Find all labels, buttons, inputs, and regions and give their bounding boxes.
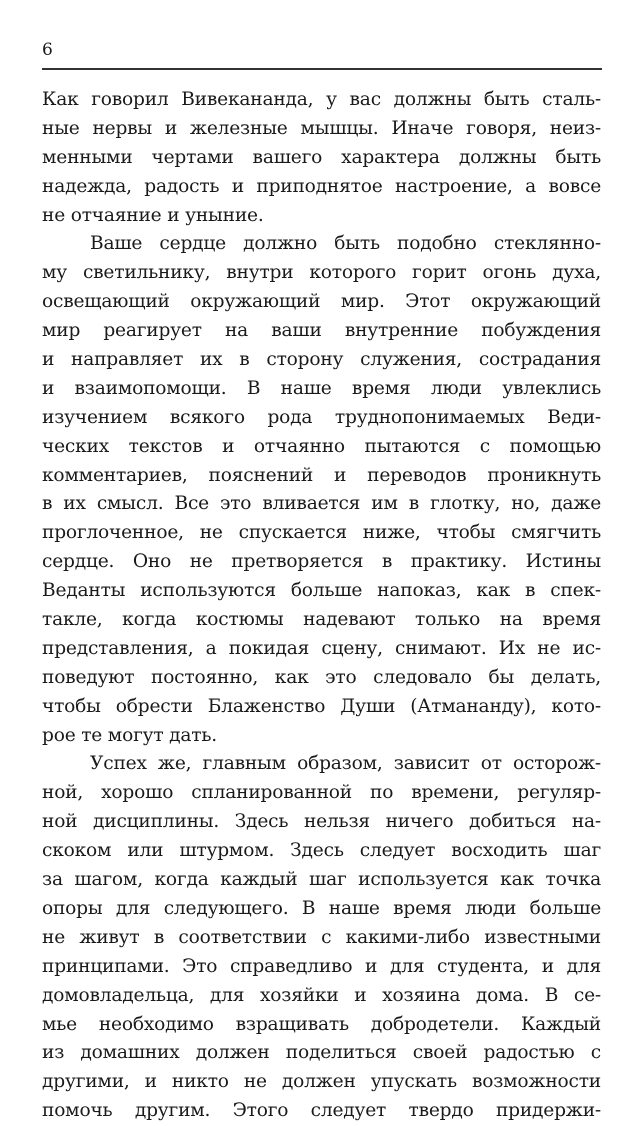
text-line: такле, когда костюмы надевают только на время [42,609,601,631]
text-line: Веданты используются больше напоказ, как в спек- [42,580,601,602]
text-line: опоры для следующего. В наше время люди больше [42,897,601,919]
text-line: представления, а покидая сцену, снимают. Их не ис- [42,637,601,659]
text-line: ной, хорошо спланированной по времени, регуляр- [42,782,601,804]
text-line: из домашних должен поделиться своей радостью с [42,1042,601,1064]
text-line: не живут в соответствии с какими-либо известными [42,926,601,948]
text-line: поведуют постоянно, как это следовало бы делать, [42,666,601,688]
text-line: за шагом, когда каждый шаг используется как точка [42,869,601,891]
text-line: чтобы обрести Блаженство Души (Атмананду), кото- [42,695,601,717]
text-line: и направляет их в сторону служения, сострадания [42,349,601,371]
text-line: ные нервы и железные мышцы. Иначе говоря, неиз- [42,117,601,139]
text-line: ческих текстов и отчаянно пытаются с помощью [42,435,601,457]
text-line: рое те могут дать. [42,724,218,746]
text-line: не отчаяние и уныние. [42,204,264,226]
text-line: му светильнику, внутри которого горит огонь духа, [42,262,601,284]
text-line: помочь другим. Этого следует твердо придержи- [42,1100,601,1122]
text-line: в их смысл. Все это вливается им в глотку, но, даже [42,493,601,515]
text-line: надежда, радость и приподнятое настроение, а вовсе [42,175,601,197]
text-line: домовладельца, для хозяйки и хозяина дома. В се- [42,984,601,1006]
text-line: другими, и никто не должен упускать возможности [42,1071,601,1093]
text-line: мир реагирует на ваши внутренние побуждения [42,320,601,342]
page-number: 6 [42,40,53,60]
text-line: мье необходимо взращивать добродетели. Каждый [42,1013,601,1035]
text-line: Успех же, главным образом, зависит от осторож- [90,753,601,775]
text-line: проглоченное, не спускается ниже, чтобы смягчить [42,522,601,544]
text-line: комментариев, пояснений и переводов проникнуть [42,464,601,486]
text-line: сердце. Оно не претворяется в практику. Истины [42,551,601,573]
header-rule [42,68,602,70]
text-line: изучением всякого рода труднопонимаемых Веди- [42,406,601,428]
text-line: и взаимопомощи. В наше время люди увлеклись [42,377,601,399]
body-text [42,86,601,1126]
text-line: принципами. Это справедливо и для студента, и для [42,955,601,977]
text-line: ной дисциплины. Здесь нельзя ничего добиться на- [42,811,601,833]
text-line: Как говорил Вивекананда, у вас должны быть сталь- [42,89,601,110]
text-line: Ваше сердце должно быть подобно стеклянно- [90,233,601,255]
text-line: менными чертами вашего характера должны быть [42,146,601,168]
text-line: освещающий окружающий мир. Этот окружающий [42,291,601,313]
text-line: скоком или штурмом. Здесь следует восходить шаг [42,840,601,862]
